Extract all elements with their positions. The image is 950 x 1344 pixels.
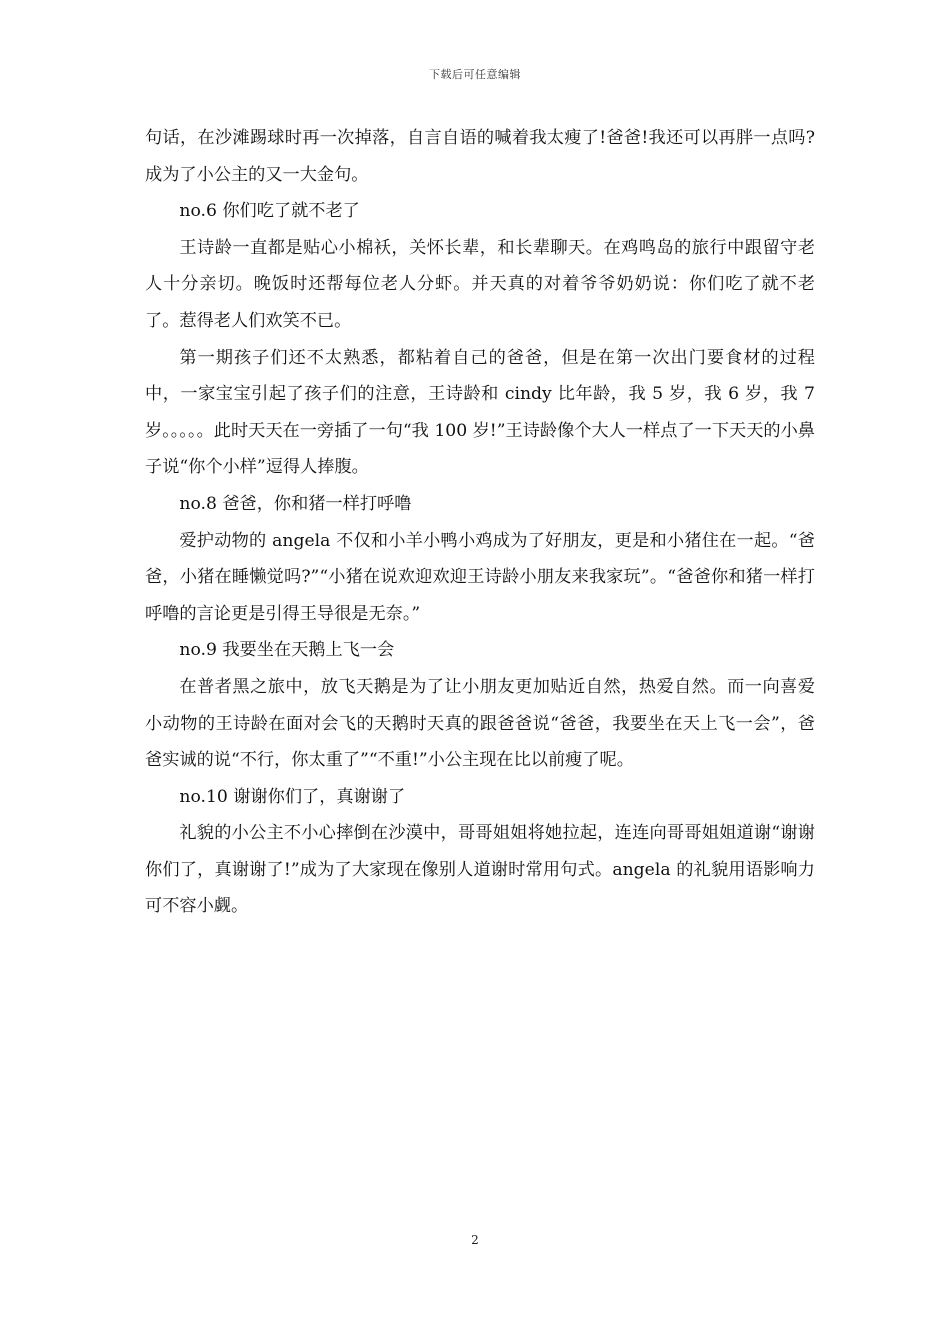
section-heading-no10: no.10 谢谢你们了，真谢谢了	[179, 786, 406, 807]
section-heading-no8: no.8 爸爸，你和猪一样打呼噜	[179, 493, 412, 514]
section-heading-no6: no.6 你们吃了就不老了	[179, 201, 360, 222]
document-body	[145, 120, 815, 925]
paragraph: 在普者黑之旅中，放飞天鹅是为了让小朋友更加贴近自然，热爱自然。而一向喜爱小动物的王诗龄在面对会飞的天鹅时天真的跟爸爸说“爸爸，我要坐在天上飞一会”，爸爸实诚的说“不行，你太重了”“不重!”小公主现在比以前瘦了呢。	[145, 676, 815, 771]
page-number: 2	[471, 1233, 479, 1247]
paragraph: 爱护动物的 angela 不仅和小羊小鸭小鸡成为了好朋友，更是和小猪住在一起。“爸爸，小猪在睡懒觉吗?”“小猪在说欢迎欢迎王诗龄小朋友来我家玩”。“爸爸你和猪一样打呼噜的言论更是引得王导很是无奈。”	[145, 530, 815, 624]
paragraph: 礼貌的小公主不小心摔倒在沙漠中，哥哥姐姐将她拉起，连连向哥哥姐姐道谢“谢谢你们了，真谢谢了!”成为了大家现在像别人道谢时常用句式。angela 的礼貌用语影响力可不容小觑。	[145, 823, 815, 917]
paragraph: 王诗龄一直都是贴心小棉袄，关怀长辈，和长辈聊天。在鸡鸣岛的旅行中跟留守老人十分亲切。晚饭时还帮每位老人分虾。并天真的对着爷爷奶奶说：你们吃了就不老了。惹得老人们欢笑不已。	[145, 237, 815, 331]
paragraph: 第一期孩子们还不太熟悉，都粘着自己的爸爸，但是在第一次出门要食材的过程中，一家宝宝引起了孩子们的注意，王诗龄和 cindy 比年龄，我 5 岁，我 6 岁，我 7 岁。。。。。此时天天在一旁插了一句“我 100 岁!”王诗龄像个大人一样点了一下天天的小鼻子说“你个小样”逗得人捧腹。	[145, 347, 815, 478]
section-heading-no9: no.9 我要坐在天鹅上飞一会	[179, 640, 395, 661]
paragraph-continued: 句话，在沙滩踢球时再一次掉落，自言自语的喊着我太瘦了!爸爸!我还可以再胖一点吗?成为了小公主的又一大金句。	[145, 128, 815, 185]
page-header: 下载后可任意编辑	[429, 68, 521, 81]
